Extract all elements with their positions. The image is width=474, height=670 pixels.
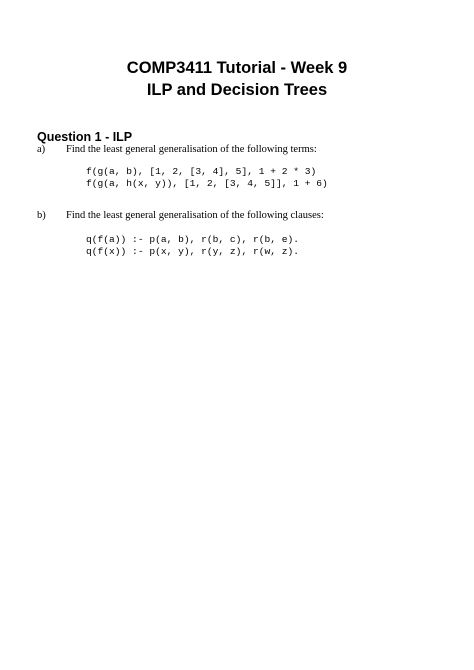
question-a-term-1: f(g(a, b), [1, 2, [3, 4], 5], 1 + 2 * 3) xyxy=(86,166,317,177)
question-a-text: Find the least general generalisation of the following terms: xyxy=(66,144,317,155)
question-a-label: a) xyxy=(37,144,46,155)
question-b-clause-1: q(f(a)) :- p(a, b), r(b, c), r(b, e). xyxy=(86,234,300,245)
question-a-term-2: f(g(a, h(x, y)), [1, 2, [3, 4, 5]], 1 + 6) xyxy=(86,178,328,189)
page-subtitle: ILP and Decision Trees xyxy=(146,81,328,99)
question-b-label: b) xyxy=(37,210,46,221)
page-title: COMP3411 Tutorial - Week 9 xyxy=(126,59,348,77)
question-b-clause-2: q(f(x)) :- p(x, y), r(y, z), r(w, z). xyxy=(86,246,300,257)
question-b-text: Find the least general generalisation of the following clauses: xyxy=(66,210,324,221)
section-heading: Question 1 - ILP xyxy=(37,130,133,144)
